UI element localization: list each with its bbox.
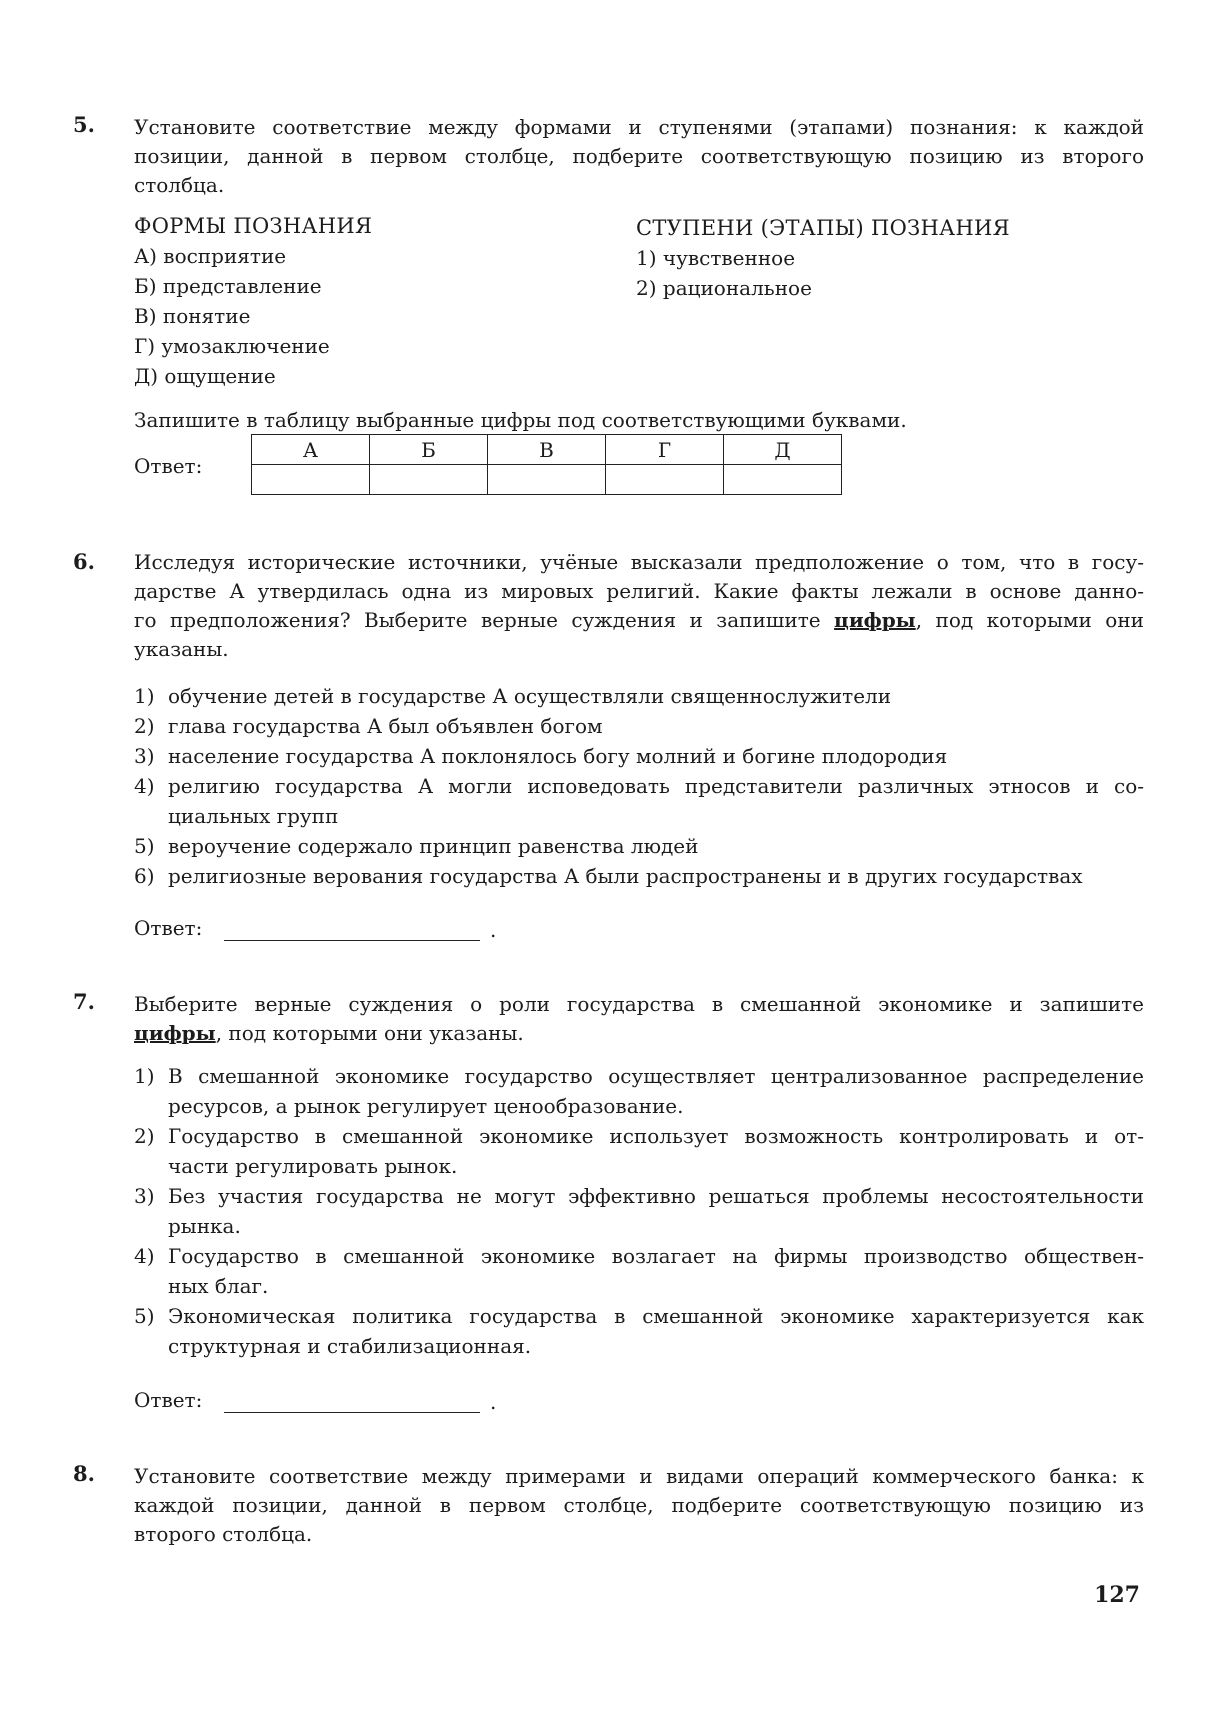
option-text: В смешанной экономике государство осуществляет централизованное распределение <box>168 1064 1144 1088</box>
stages-heading: СТУПЕНИ (ЭТАПЫ) ПОЗНАНИЯ <box>636 216 1010 240</box>
option-text-continued: ресурсов, а рынок регулирует ценообразование. <box>168 1094 684 1118</box>
option-text: Государство в смешанной экономике возлагает на фирмы производство обществен- <box>168 1244 1144 1268</box>
question-8-number: 8. <box>73 1461 95 1486</box>
answer-dot-6: . <box>490 918 497 942</box>
question-5-number: 5. <box>73 112 95 137</box>
question-6-line-3 <box>134 606 1144 635</box>
answer-cell-b[interactable] <box>370 465 488 495</box>
option-text: население государства А поклонялось богу молний и богине плодородия <box>168 744 948 768</box>
question-5-line-1: Установите соответствие между формами и ступенями (этапами) познания: к каждой <box>134 115 1144 139</box>
answer-table-header-row <box>252 435 842 465</box>
form-item-v: В) понятие <box>134 304 251 328</box>
option-text: глава государства А был объявлен богом <box>168 714 603 738</box>
question-6-line-3-start: го предположения? Выберите верные суждения и запишите <box>134 608 835 632</box>
question-6-line-1: Исследуя исторические источники, учёные высказали предположение о том, что в госу- <box>134 550 1144 574</box>
option-text: обучение детей в государстве А осуществляли священнослужители <box>168 684 892 708</box>
option-number: 6) <box>134 864 155 888</box>
answer-table-header: Г <box>606 435 724 465</box>
question-7-line-2 <box>134 1019 1144 1048</box>
answer-cell-d[interactable] <box>724 465 842 495</box>
q7-option-5 <box>134 1301 1144 1361</box>
question-8-line-3: второго столбца. <box>134 1522 313 1546</box>
digits-emphasis: цифры <box>834 608 916 632</box>
option-number: 2) <box>134 714 155 738</box>
question-5-line-2: позиции, данной в первом столбце, подберите соответствующую позицию из второго <box>134 144 1144 168</box>
option-number: 1) <box>134 1064 155 1088</box>
option-number: 1) <box>134 684 155 708</box>
question-8-text <box>134 1462 1144 1549</box>
answer-cell-g[interactable] <box>606 465 724 495</box>
option-text: вероучение содержало принцип равенства людей <box>168 834 699 858</box>
q7-option-3 <box>134 1181 1144 1241</box>
option-text: религиозные верования государства А были распространены и в других государствах <box>168 864 1083 888</box>
question-7-text <box>134 990 1144 1048</box>
q6-option-2 <box>134 711 1144 741</box>
question-6-line-2: дарстве А утвердилась одна из мировых религий. Какие факты лежали в основе данно- <box>134 579 1144 603</box>
q6-option-4 <box>134 771 1144 831</box>
question-6-line-4: указаны. <box>134 637 229 661</box>
form-item-g: Г) умозаключение <box>134 334 330 358</box>
option-text-continued: циальных групп <box>168 804 339 828</box>
option-number: 5) <box>134 834 155 858</box>
q6-option-5 <box>134 831 1144 861</box>
answer-field-7[interactable] <box>224 1388 480 1413</box>
answer-table-header: А <box>252 435 370 465</box>
question-5-line-3: столбца. <box>134 173 225 197</box>
page-number: 127 <box>1094 1582 1140 1608</box>
option-text: Государство в смешанной экономике использует возможность контролировать и от- <box>168 1124 1144 1148</box>
stage-item-1: 1) чувственное <box>636 246 796 270</box>
option-text: Без участия государства не могут эффективно решаться проблемы несостоятельности <box>168 1184 1144 1208</box>
question-5-text <box>134 113 1144 200</box>
stage-item-2: 2) рациональное <box>636 276 812 300</box>
q6-option-3 <box>134 741 1144 771</box>
question-7-line-1: Выберите верные суждения о роли государства в смешанной экономике и запишите <box>134 992 1144 1016</box>
table-instruction: Запишите в таблицу выбранные цифры под соответствующими буквами. <box>134 408 907 432</box>
q7-option-4 <box>134 1241 1144 1301</box>
digits-emphasis: цифры <box>134 1021 216 1045</box>
form-item-a: А) восприятие <box>134 244 287 268</box>
q7-option-2 <box>134 1121 1144 1181</box>
question-7-line-2-end: , под которыми они указаны. <box>215 1021 524 1045</box>
question-6-number: 6. <box>73 549 95 574</box>
option-number: 3) <box>134 744 155 768</box>
answer-table-header: Б <box>370 435 488 465</box>
question-6-line-3-end: , под которыми они <box>915 608 1144 632</box>
answer-dot-7: . <box>490 1390 497 1414</box>
forms-heading: ФОРМЫ ПОЗНАНИЯ <box>134 214 373 238</box>
option-text-continued: рынка. <box>168 1214 241 1238</box>
option-number: 4) <box>134 1244 155 1268</box>
q7-option-1 <box>134 1061 1144 1121</box>
form-item-b: Б) представление <box>134 274 322 298</box>
option-text-continued: структурная и стабилизационная. <box>168 1334 532 1358</box>
q6-option-1 <box>134 681 1144 711</box>
answer-table-header: Д <box>724 435 842 465</box>
option-text: Экономическая политика государства в смешанной экономике характеризуется как <box>168 1304 1144 1328</box>
answer-table-input-row <box>252 465 842 495</box>
question-7-number: 7. <box>73 989 95 1014</box>
option-number: 2) <box>134 1124 155 1148</box>
option-text: религию государства А могли исповедовать представители различных этносов и со- <box>168 774 1144 798</box>
answer-label-5: Ответ: <box>134 454 203 478</box>
question-8-line-2: каждой позиции, данной в первом столбце, подберите соответствующую позицию из <box>134 1493 1144 1517</box>
answer-table <box>251 434 842 495</box>
question-6-text <box>134 548 1144 664</box>
answer-label-6: Ответ: <box>134 916 203 940</box>
answer-cell-a[interactable] <box>252 465 370 495</box>
q6-option-6 <box>134 861 1144 891</box>
option-number: 5) <box>134 1304 155 1328</box>
option-text-continued: ных благ. <box>168 1274 269 1298</box>
answer-field-6[interactable] <box>224 916 480 941</box>
option-number: 4) <box>134 774 155 798</box>
answer-table-header: В <box>488 435 606 465</box>
question-8-line-1: Установите соответствие между примерами и видами операций коммерческого банка: к <box>134 1464 1144 1488</box>
answer-label-7: Ответ: <box>134 1388 203 1412</box>
form-item-d: Д) ощущение <box>134 364 276 388</box>
answer-cell-v[interactable] <box>488 465 606 495</box>
option-number: 3) <box>134 1184 155 1208</box>
option-text-continued: части регулировать рынок. <box>168 1154 458 1178</box>
